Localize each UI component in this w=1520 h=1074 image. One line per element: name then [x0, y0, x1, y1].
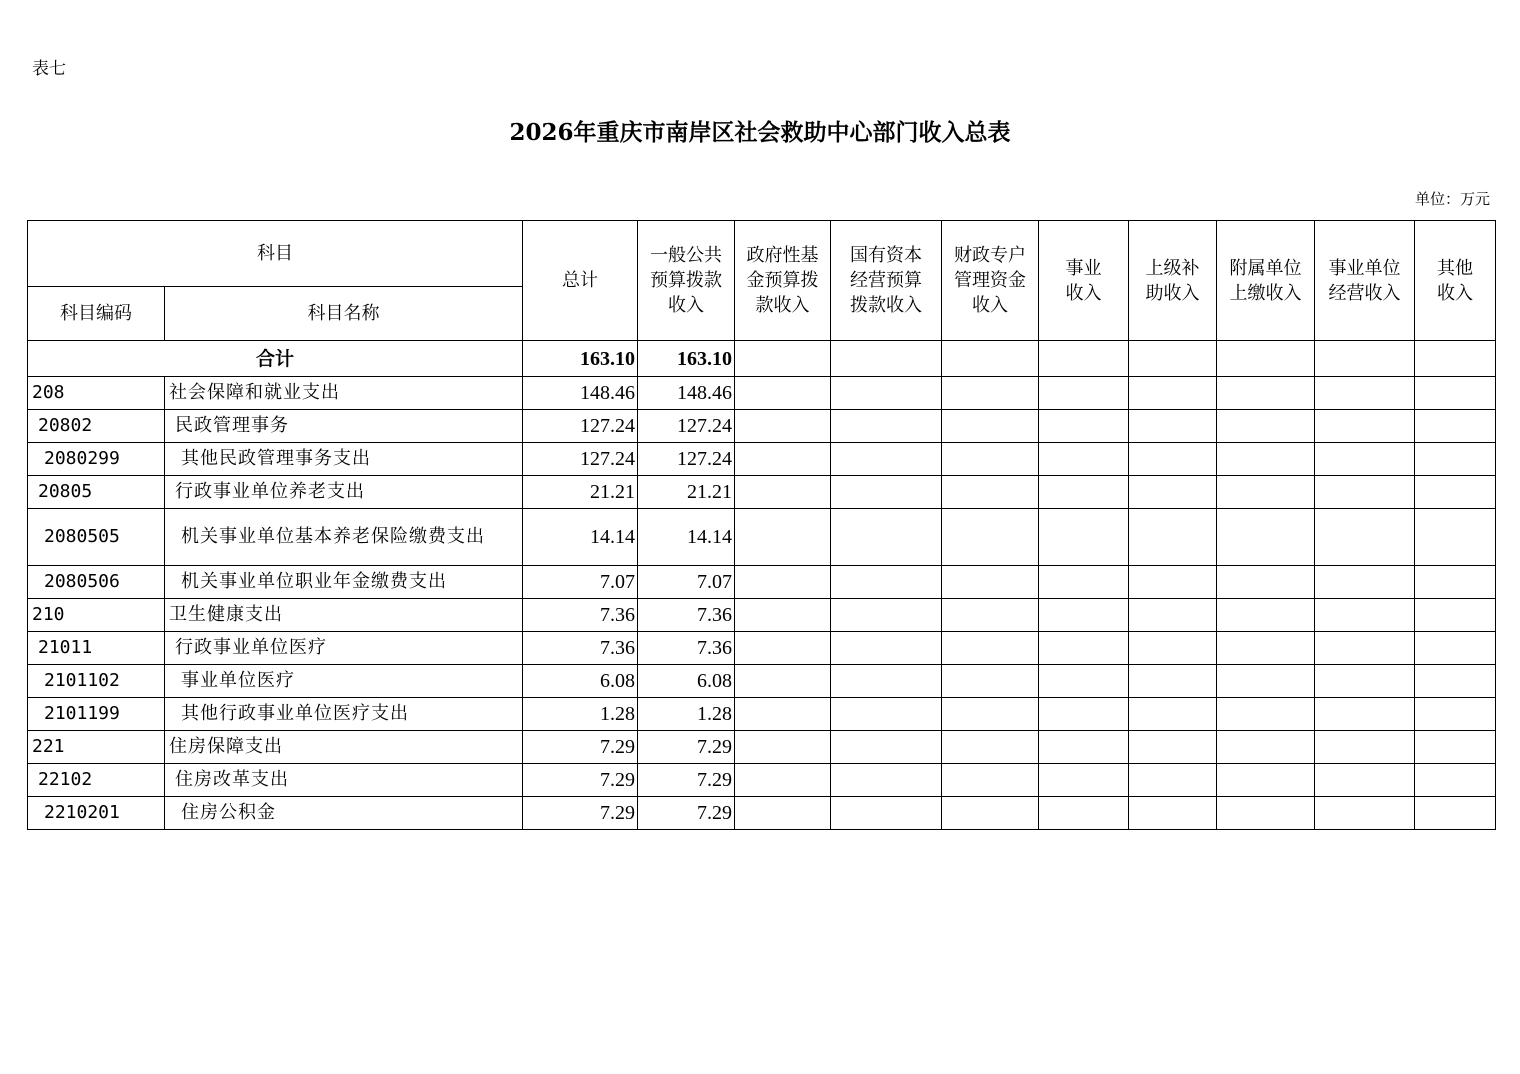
empty-cell [1039, 566, 1129, 599]
empty-cell [1415, 632, 1496, 665]
empty-cell [735, 797, 831, 830]
empty-cell [1217, 377, 1315, 410]
empty-cell [735, 377, 831, 410]
empty-cell [942, 377, 1039, 410]
header-line: 上级补 [1145, 257, 1200, 279]
empty-cell [831, 377, 942, 410]
subject-code-cell: 2080505 [28, 509, 165, 566]
subject-code-cell: 2101199 [28, 698, 165, 731]
empty-cell [1217, 599, 1315, 632]
subject-code-cell: 21011 [28, 632, 165, 665]
table-row [28, 599, 1496, 632]
empty-cell [1415, 764, 1496, 797]
total-cell: 7.07 [523, 566, 638, 599]
empty-cell [1315, 764, 1415, 797]
header-subject-name: 科目名称 [165, 287, 523, 341]
total-cell: 148.46 [523, 377, 638, 410]
header-line: 附属单位 [1229, 257, 1302, 279]
header-fiscal-special [942, 221, 1039, 341]
general-budget-cell: 7.36 [638, 599, 735, 632]
empty-cell [1129, 443, 1217, 476]
empty-cell [735, 764, 831, 797]
empty-cell [1217, 698, 1315, 731]
empty-cell [1415, 665, 1496, 698]
subject-name-cell: 住房改革支出 [165, 764, 523, 797]
header-line: 金预算拨 [746, 270, 819, 291]
header-line: 拨款收入 [850, 295, 922, 316]
empty-cell [1315, 665, 1415, 698]
header-line: 收入 [972, 295, 1008, 316]
header-general-budget [638, 221, 735, 341]
header-line: 经营预算 [850, 270, 922, 291]
empty-cell [735, 443, 831, 476]
empty-cell [735, 599, 831, 632]
empty-cell [735, 698, 831, 731]
header-superior-subsidy [1129, 221, 1217, 341]
table-row [28, 566, 1496, 599]
table-row [28, 443, 1496, 476]
empty-cell [942, 632, 1039, 665]
empty-cell [1415, 443, 1496, 476]
empty-cell [1039, 476, 1129, 509]
empty-cell [1415, 599, 1496, 632]
subject-name-cell: 行政事业单位养老支出 [165, 476, 523, 509]
total-cell: 1.28 [523, 698, 638, 731]
table-row [28, 377, 1496, 410]
general-budget-cell: 7.29 [638, 797, 735, 830]
header-gov-fund [735, 221, 831, 341]
subject-code-cell: 208 [28, 377, 165, 410]
empty-cell [1315, 341, 1415, 377]
subject-name-cell: 机关事业单位职业年金缴费支出 [165, 566, 523, 599]
header-line: 收入 [1065, 282, 1102, 304]
empty-cell [831, 341, 942, 377]
empty-cell [1129, 698, 1217, 731]
empty-cell [831, 698, 942, 731]
empty-cell [1315, 377, 1415, 410]
table-number-label: 表七 [32, 59, 66, 79]
empty-cell [1315, 410, 1415, 443]
empty-cell [831, 509, 942, 566]
subject-code-cell: 2080506 [28, 566, 165, 599]
empty-cell [1129, 476, 1217, 509]
header-line: 收入 [668, 295, 704, 316]
header-line: 款收入 [755, 295, 810, 316]
empty-cell [942, 341, 1039, 377]
empty-cell [1217, 632, 1315, 665]
empty-cell [1415, 476, 1496, 509]
subject-name-cell: 机关事业单位基本养老保险缴费支出 [165, 509, 523, 566]
total-cell: 21.21 [523, 476, 638, 509]
empty-cell [1315, 731, 1415, 764]
empty-cell [942, 599, 1039, 632]
subject-name-cell: 民政管理事务 [165, 410, 523, 443]
empty-cell [1217, 509, 1315, 566]
general-budget-cell: 7.29 [638, 731, 735, 764]
subject-code-cell: 2101102 [28, 665, 165, 698]
empty-cell [831, 443, 942, 476]
empty-cell [1039, 665, 1129, 698]
header-subject-code: 科目编码 [28, 287, 165, 341]
empty-cell [831, 599, 942, 632]
empty-cell [1129, 509, 1217, 566]
header-line: 经营收入 [1328, 282, 1401, 304]
header-line: 政府性基 [746, 245, 819, 266]
subject-name-cell: 事业单位医疗 [165, 665, 523, 698]
empty-cell [1129, 599, 1217, 632]
general-budget-cell: 7.36 [638, 632, 735, 665]
empty-cell [1217, 410, 1315, 443]
header-other [1415, 221, 1496, 341]
header-line: 国有资本 [850, 245, 922, 266]
empty-cell [1315, 443, 1415, 476]
empty-cell [1315, 797, 1415, 830]
empty-cell [1039, 443, 1129, 476]
general-budget-cell: 127.24 [638, 410, 735, 443]
empty-cell [831, 797, 942, 830]
subject-code-cell: 221 [28, 731, 165, 764]
empty-cell [1217, 566, 1315, 599]
table-row [28, 665, 1496, 698]
empty-cell [1415, 566, 1496, 599]
empty-cell [1217, 341, 1315, 377]
empty-cell [1129, 377, 1217, 410]
empty-cell [1129, 665, 1217, 698]
empty-cell [1217, 476, 1315, 509]
empty-cell [1129, 341, 1217, 377]
header-line: 上缴收入 [1229, 282, 1302, 304]
header-line: 收入 [1437, 282, 1473, 304]
empty-cell [1129, 731, 1217, 764]
empty-cell [1039, 764, 1129, 797]
empty-cell [735, 665, 831, 698]
empty-cell [1039, 599, 1129, 632]
total-cell: 7.29 [523, 764, 638, 797]
empty-cell [942, 476, 1039, 509]
subject-name-cell: 其他民政管理事务支出 [165, 443, 523, 476]
empty-cell [1039, 797, 1129, 830]
header-line: 管理资金 [954, 270, 1026, 291]
general-budget-cell: 7.29 [638, 764, 735, 797]
empty-cell [1415, 377, 1496, 410]
empty-cell [1315, 509, 1415, 566]
empty-cell [1315, 632, 1415, 665]
empty-cell [831, 410, 942, 443]
empty-cell [942, 731, 1039, 764]
empty-cell [1415, 797, 1496, 830]
header-line: 事业单位 [1328, 257, 1401, 279]
subject-name-cell: 行政事业单位医疗 [165, 632, 523, 665]
total-cell: 7.36 [523, 632, 638, 665]
page-title: 2026年重庆市南岸区社会救助中心部门收入总表 [509, 119, 1011, 146]
empty-cell [735, 410, 831, 443]
empty-cell [1039, 410, 1129, 443]
subject-code-cell: 2080299 [28, 443, 165, 476]
empty-cell [942, 797, 1039, 830]
empty-cell [831, 476, 942, 509]
subject-name-cell: 其他行政事业单位医疗支出 [165, 698, 523, 731]
general-budget-cell: 14.14 [638, 509, 735, 566]
empty-cell [1039, 698, 1129, 731]
subject-name-cell: 社会保障和就业支出 [165, 377, 523, 410]
total-label: 合计 [28, 341, 523, 377]
empty-cell [942, 698, 1039, 731]
subject-code-cell: 22102 [28, 764, 165, 797]
empty-cell [1039, 731, 1129, 764]
total-cell: 14.14 [523, 509, 638, 566]
empty-cell [1217, 665, 1315, 698]
header-line: 事业 [1065, 257, 1102, 279]
header-line: 其他 [1437, 257, 1473, 279]
general-budget-cell: 1.28 [638, 698, 735, 731]
header-subject: 科目 [28, 221, 523, 287]
subject-name-cell: 卫生健康支出 [165, 599, 523, 632]
empty-cell [831, 632, 942, 665]
empty-cell [1039, 341, 1129, 377]
table-row [28, 698, 1496, 731]
empty-cell [735, 731, 831, 764]
empty-cell [942, 509, 1039, 566]
empty-cell [1039, 632, 1129, 665]
subject-code-cell: 210 [28, 599, 165, 632]
empty-cell [1217, 764, 1315, 797]
empty-cell [942, 410, 1039, 443]
total-cell: 7.36 [523, 599, 638, 632]
header-line: 预算拨款 [650, 270, 722, 291]
empty-cell [1315, 476, 1415, 509]
general-budget-cell: 7.07 [638, 566, 735, 599]
general-budget-cell: 21.21 [638, 476, 735, 509]
empty-cell [1415, 341, 1496, 377]
subject-name-cell: 住房保障支出 [165, 731, 523, 764]
subject-code-cell: 20805 [28, 476, 165, 509]
income-summary-table [27, 220, 1496, 830]
header-operating [1315, 221, 1415, 341]
empty-cell [1415, 698, 1496, 731]
empty-cell [1129, 566, 1217, 599]
empty-cell [1315, 599, 1415, 632]
header-line: 助收入 [1145, 282, 1200, 304]
empty-cell [831, 764, 942, 797]
empty-cell [735, 632, 831, 665]
empty-cell [1217, 731, 1315, 764]
empty-cell [1039, 377, 1129, 410]
empty-cell [1415, 731, 1496, 764]
total-cell: 127.24 [523, 443, 638, 476]
empty-cell [735, 341, 831, 377]
general-budget-cell: 127.24 [638, 443, 735, 476]
empty-cell [1129, 797, 1217, 830]
table-row [28, 476, 1496, 509]
subject-name-cell: 住房公积金 [165, 797, 523, 830]
empty-cell [831, 566, 942, 599]
empty-cell [1129, 632, 1217, 665]
empty-cell [1415, 509, 1496, 566]
table-row [28, 509, 1496, 566]
general-budget-cell: 148.46 [638, 377, 735, 410]
subject-code-cell: 20802 [28, 410, 165, 443]
empty-cell [942, 764, 1039, 797]
empty-cell [831, 665, 942, 698]
header-line: 财政专户 [954, 245, 1026, 266]
total-cell: 6.08 [523, 665, 638, 698]
empty-cell [1217, 443, 1315, 476]
table-row [28, 797, 1496, 830]
table-row [28, 764, 1496, 797]
general-budget-cell: 6.08 [638, 665, 735, 698]
empty-cell [1217, 797, 1315, 830]
header-line: 一般公共 [650, 245, 722, 266]
unit-label: 单位：万元 [1414, 190, 1490, 208]
table-row [28, 632, 1496, 665]
empty-cell [1039, 509, 1129, 566]
subject-code-cell: 2210201 [28, 797, 165, 830]
total-row [28, 341, 1496, 377]
header-state-capital [831, 221, 942, 341]
total-cell: 127.24 [523, 410, 638, 443]
empty-cell [1129, 410, 1217, 443]
header-total: 总计 [523, 221, 638, 341]
general-budget-cell: 163.10 [638, 341, 735, 377]
empty-cell [831, 731, 942, 764]
empty-cell [942, 665, 1039, 698]
header-business [1039, 221, 1129, 341]
empty-cell [735, 566, 831, 599]
table-row [28, 410, 1496, 443]
total-cell: 7.29 [523, 731, 638, 764]
empty-cell [1315, 698, 1415, 731]
empty-cell [735, 509, 831, 566]
empty-cell [942, 566, 1039, 599]
empty-cell [1415, 410, 1496, 443]
total-cell: 7.29 [523, 797, 638, 830]
empty-cell [1315, 566, 1415, 599]
empty-cell [942, 443, 1039, 476]
empty-cell [1129, 764, 1217, 797]
empty-cell [735, 476, 831, 509]
total-cell: 163.10 [523, 341, 638, 377]
header-affiliated [1217, 221, 1315, 341]
table-row [28, 731, 1496, 764]
